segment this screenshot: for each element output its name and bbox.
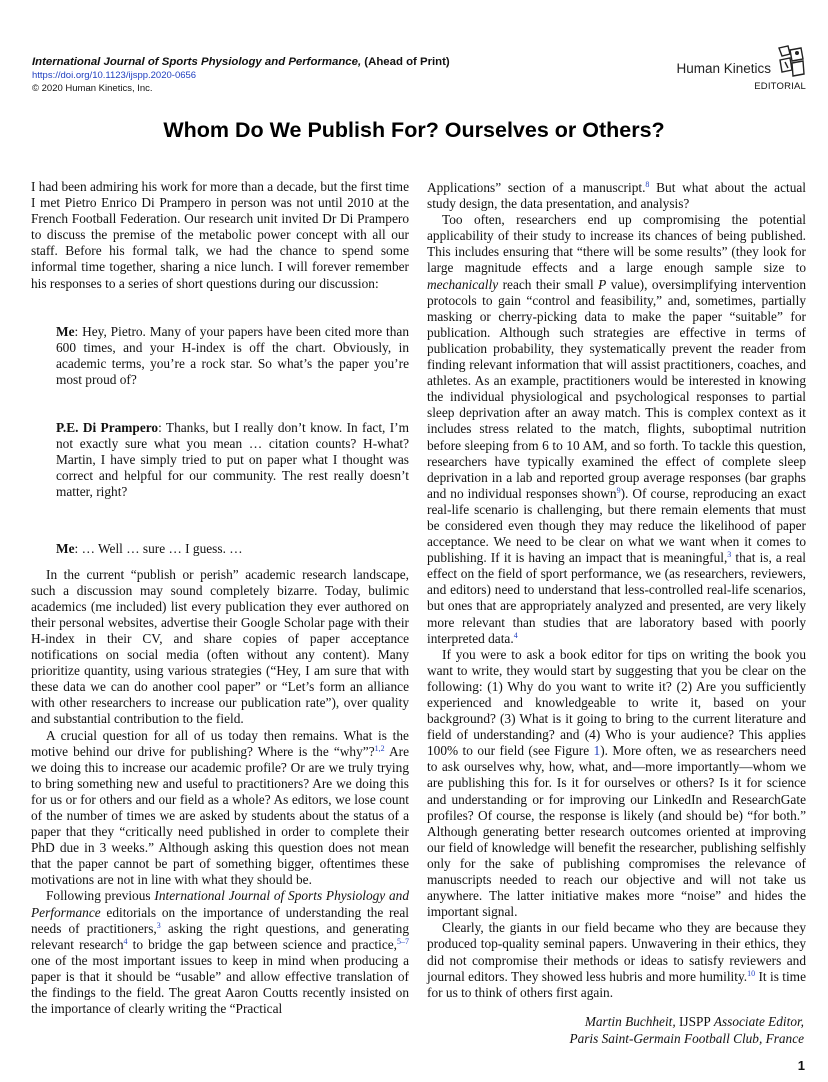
author-affiliation: Paris Saint-Germain Football Club, France: [569, 1031, 804, 1046]
page-number: 1: [797, 1058, 805, 1073]
text: Too often, researchers end up compromising the potential applicability of their study to increase its chances of being published. This includes ensuring that “there will be some results” (they look for large magnitude effects and a large enough sample size to: [427, 212, 806, 276]
dialogue-3-text: : … Well … sure … I guess. …: [74, 540, 243, 556]
journal-header: [32, 56, 450, 95]
text: that is, a real effect on the field of sport performance, we (as researchers, reviewers, and editors) need to understand that less-controlled real-life scenarios, but ones that are appropriately analyzed and presented, are very likely more relevant than studies that are laboratory based with poorly interpreted data.: [427, 550, 806, 646]
citation-8[interactable]: 8: [645, 180, 650, 189]
citation-1-2[interactable]: 1,2: [374, 743, 385, 753]
doi-link[interactable]: https://doi.org/10.1123/ijspp.2020-0656: [32, 70, 197, 81]
speaker-di-prampero: P.E. Di Prampero: [56, 420, 159, 436]
text: value), oversimplifying intervention protocols to gain “control and feasibility,” and, sometimes, partially masking or cherry-picking data to make the paper “suitable” for publication. Although such strategies are effective in terms of publication probability, they systematically prevent the reader from finding relevant information that will assist practitioners, coaches, and athletes. As an example, practitioners would be interested in knowing the individual physiological and psychological responses to partial sleep deprivation after an away match. This is complex context as it includes stress related to the match, flights, suboptimal nutrition before sleeping from 6 to 10 AM, and so forth. To tackle this question, researchers have typically examined the effect of complete sleep deprivation in a lab and reported group average responses (bar graphs and no individual responses shown: [427, 276, 807, 501]
citation-5-7[interactable]: 5–7: [397, 936, 410, 946]
journal-name: International Journal of Sports Physiology and Performance,: [32, 56, 362, 68]
text: A crucial question for all of us today then remains. What is the motive behind our drive for publishing? Where is the “why”?: [31, 727, 409, 759]
emphasis-mechanically: mechanically: [427, 276, 499, 292]
copyright: © 2020 Human Kinetics, Inc.: [32, 83, 153, 94]
body-paragraph-4: [427, 212, 806, 647]
text: asking the right questions, and generating relevant research: [31, 920, 410, 952]
text: ). More often, we as researchers need to ask ourselves why, how, what, and—more importantly—whom we are publishing this for. Is it for ourselves or others? Is it for science and understanding or for improving our LinkedIn and ResearchGate profiles? Of course, the response is likely (and should be) “for both.” Although generating better research outcomes oriented at improving our field of knowledge will benefit the researcher, publishing selfishly only for the sake of publishing compromises the relevance of manuscripts needed to reach our objective and will not take us anywhere. The latter initiative makes more “noise” and hides the important signal.: [427, 743, 806, 920]
text: reach their small: [498, 276, 599, 292]
intro-paragraph: I had been admiring his work for more than a decade, but the first time I met Pietro Enrico Di Prampero in person was not until 2010 at the French Football Federation. Our research unit invited Dr Di Prampero to discuss the premise of the metabolic power concept with all our staff. Before his formal talk, we had the chance to spend some informal time together, sharing a nice lunch. I will forever remember his responses to a series of short questions during our discussion:: [31, 179, 409, 291]
author-name: Martin Buchheit,: [584, 1014, 679, 1029]
body-paragraph-3: [31, 888, 409, 1017]
p-value-symbol: P: [598, 276, 607, 292]
citation-10[interactable]: 10: [747, 968, 756, 978]
journal-reference: International Journal of Sports Physiology and Performance: [31, 888, 410, 920]
text: ). Of course, reproducing an exact real-life scenario is challenging, but there remain elements that must be considered even though they may reduce the likelihood of paper acceptance. We need to be clear on what we want when it comes to publishing. If it is having an impact that is meaningful,: [427, 485, 806, 566]
text: one of the most important issues to keep in mind when producing a paper is that it should be “usable” and allow effective translation of the findings to the field. The great Aaron Coutts recently insisted on the importance of clearly writing the “Practical: [31, 952, 409, 1017]
author-role: Associate Editor,: [710, 1014, 804, 1029]
text: It is time for us to think of others first again.: [427, 968, 806, 1000]
citation-9[interactable]: 9: [616, 485, 621, 495]
citation-3[interactable]: 3: [156, 920, 161, 930]
citation-3b[interactable]: 3: [727, 550, 732, 560]
section-label: EDITORIAL: [754, 81, 806, 92]
dialogue-2: [31, 420, 409, 500]
text: Clearly, the giants in our field became who they are because they produced top-quality seminal papers. Unwavering in their ethics, they did not compromise their methods or ideas to satisfy reviewers and journal editors. They showed less hubris and more humility.: [427, 920, 806, 984]
publisher-block: [676, 44, 806, 92]
speaker-me: Me: [56, 323, 75, 339]
right-column: [427, 180, 806, 1001]
body-paragraph-1: In the current “publish or perish” academic research landscape, such a discussion may sound completely bizarre. Today, bulimic academics (me included) list every publication they ever authored on their personal websites, advertise their Google Scholar page with their H-index in their CV, and share copies of paper acceptance notifications on social media (often without any content). Many prioritize quantity, using various strategies (“Hey, I am sure that with these data we can do another cool paper” or “Let’s form an alliance with other researchers to increase our publication rate”), over quality and substantial contribution to the field.: [31, 566, 409, 727]
continued-paragraph: [427, 180, 806, 212]
dialogue-1: [31, 324, 409, 388]
dialogue-2-text: : Thanks, but I really don’t know. In fact, I’m not exactly sure what you mean … citation counts? H-what? Martin, I have simply tried to put on paper what I thought was correct and helpful for our community. The rest really doesn’t matter, right?: [56, 420, 409, 500]
body-paragraph-6: [427, 920, 806, 1000]
figure-link[interactable]: 1: [593, 743, 601, 759]
body-paragraph-5: [427, 647, 806, 921]
author-signature: [569, 1013, 804, 1047]
dialogue-1-text: : Hey, Pietro. Many of your papers have been cited more than 600 times, and your H-index is off the chart. Obviously, in academic terms, you’re a rock star. So what’s the paper you’re most proud of?: [56, 323, 409, 387]
text: Are we doing this to increase our academic profile? Or are we truly trying to bring something new and useful to practitioners? Are we doing this for us or for others and our field as a whole? As editors, we lose count of the number of times we are asked by students about the status of a paper that they “critically need published in order to complete their PhD due in 3 weeks.” Although asking this question does not mean that the paper cannot be part of something bigger, oftentimes these motivations are not in line with what they should be.: [31, 743, 409, 888]
journal-abbr: IJSPP: [679, 1014, 711, 1029]
publisher-name: Human Kinetics: [676, 60, 771, 76]
human-kinetics-logo-icon: [776, 44, 806, 78]
ahead-of-print: (Ahead of Print): [364, 56, 450, 68]
journal-title: [32, 56, 450, 69]
text: But what about the actual study design, the data presentation, and analysis?: [427, 180, 806, 212]
text: If you were to ask a book editor for tips on writing the book you want to write, they would start by suggesting that you be clear on the following: (1) Why do you want to write it? (2) Are you sufficiently experienced and knowledgeable to write it, based on your background? (3) What is it going to bring to the current literature and field of understanding? and (4) Who is your audience? This applies 100% to our field (see Figure: [427, 646, 806, 759]
dialogue-3: [31, 541, 409, 557]
text: Following previous: [46, 888, 155, 904]
body-paragraph-2: [31, 728, 409, 889]
text: Applications” section of a manuscript.: [427, 180, 646, 195]
author-line: [569, 1013, 804, 1030]
citation-4b[interactable]: 4: [513, 630, 518, 640]
article-title: Whom Do We Publish For? Ourselves or Others?: [163, 118, 665, 142]
text: editorials on the importance of understanding the real needs of practitioners,: [31, 904, 409, 936]
text: to bridge the gap between science and practice,: [127, 936, 398, 952]
speaker-me-2: Me: [56, 540, 75, 556]
citation-4[interactable]: 4: [123, 936, 128, 946]
left-column: [31, 179, 409, 1017]
